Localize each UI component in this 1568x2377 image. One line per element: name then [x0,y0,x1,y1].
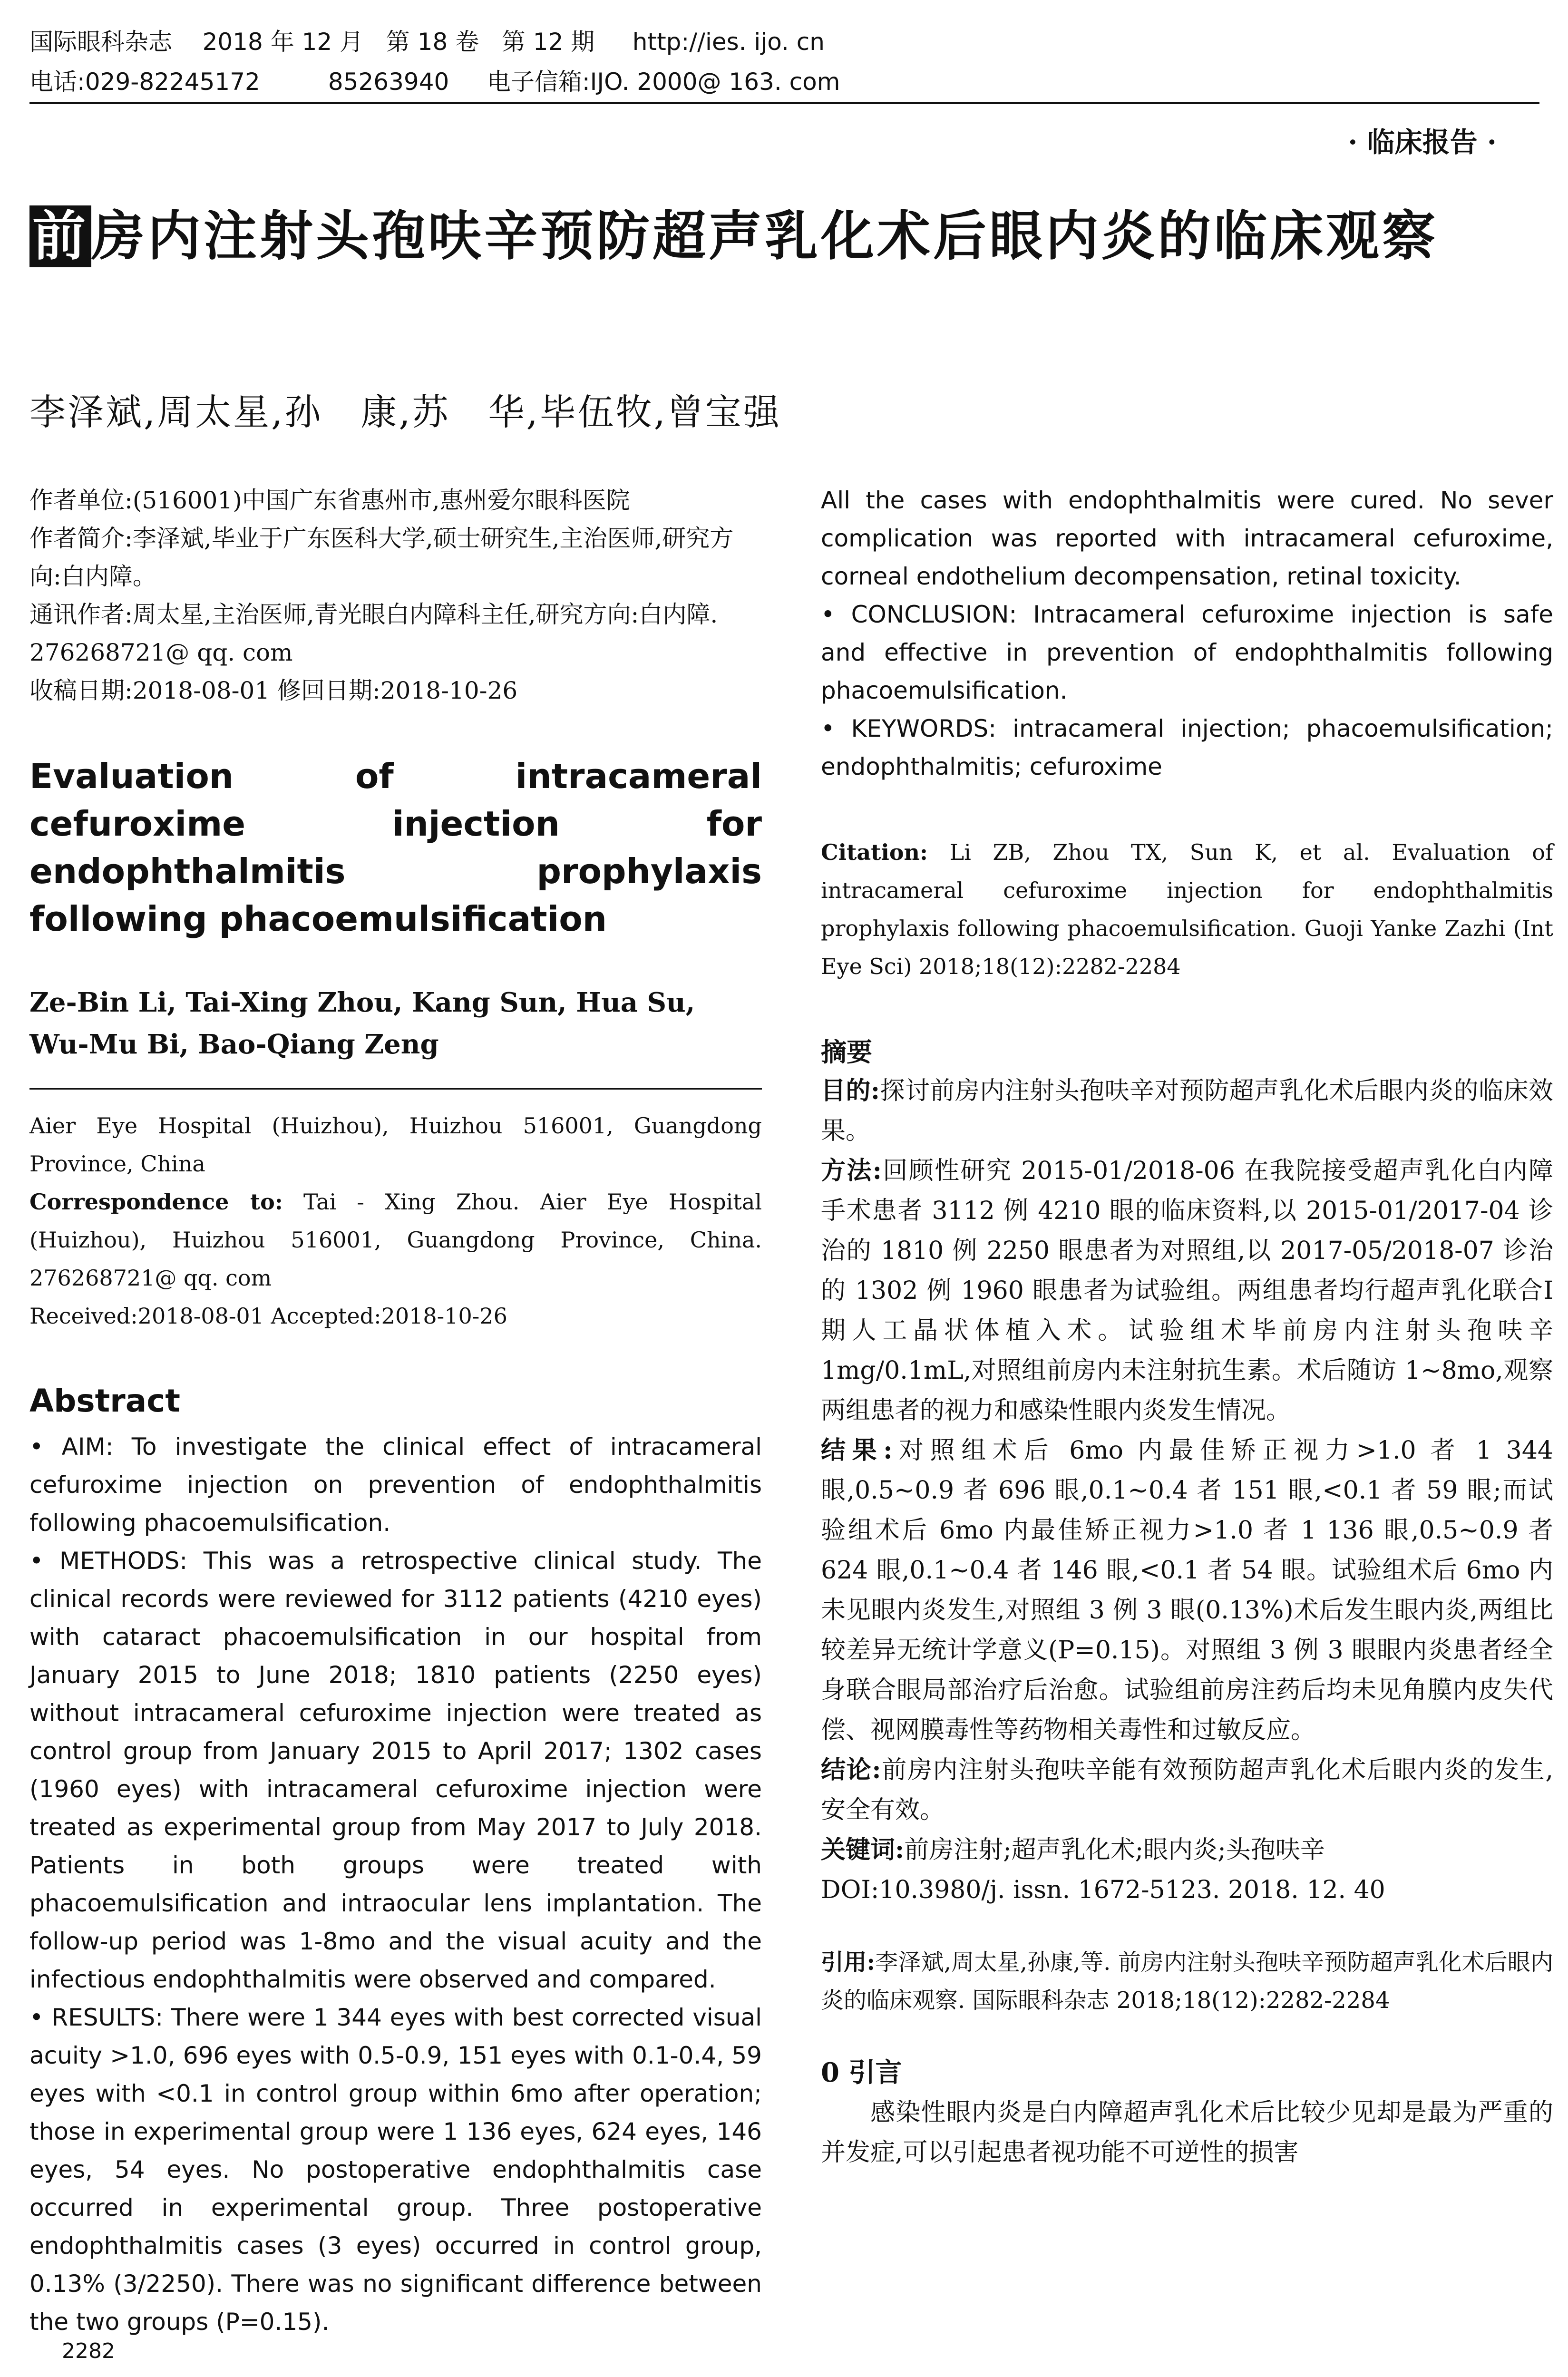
title-rest: 房内注射头孢呋辛预防超声乳化术后眼内炎的临床观察 [91,205,1438,267]
cn-keywords-text: 前房注射;超声乳化术;眼内炎;头孢呋辛 [904,1836,1325,1864]
cn-keywords-label: 关键词: [821,1835,905,1864]
abstract-results-continued: All the cases with endophthalmitis were cured. No sever complication was reported with intracameral cefuroxime, corneal endothelium decompensation, retinal toxicity. [821,487,1553,590]
cn-aim [821,1071,1553,1151]
cn-methods-label: 方法: [821,1156,882,1185]
received-dates-en: Received:2018-08-01 Accepted:2018-10-26 [29,1303,507,1329]
authors-cn: 李泽斌,周太星,孙 康,苏 华,毕伍牧,曾宝强 [29,391,781,433]
title-highlighted-char: 前 [29,205,91,267]
affiliation-hospital: Aier Eye Hospital (Huizhou), Huizhou 516001, Guangdong Province, China [29,1113,762,1177]
abstract-conclusion: • CONCLUSION: Intracameral cefuroxime injection is safe and effective in prevention of endophthalmitis following phacoemulsification. [821,601,1553,704]
cn-methods-text: 回顾性研究 2015-01/2018-06 在我院接受超声乳化白内障手术患者 3112 例 4210 眼的临床资料,以 2015-01/2017-04 诊治的 1810 例 2250 眼患者为对照组,以 2017-05/2018-07 诊治的 1302 例 1960 眼患者为试验组。两组患者均行超声乳化联合Ⅰ期人工晶状体植入术。试验组术毕前房内注射头孢呋辛 1mg/0.1mL,对照组前房内未注射抗生素。术后随访 1~8mo,观察两组患者的视力和感染性眼内炎发生情况。 [821,1157,1553,1425]
cn-abstract-body [821,1071,1553,1910]
citation-text: Li ZB, Zhou TX, Sun K, et al. Evaluation of intracameral cefuroxime injection for endophthalmitis prophylaxis following phacoemulsification. Guoji Yanke Zazhi (Int Eye Sci) 2018;18(12):2282-2284 [821,839,1553,979]
authors-en: Ze-Bin Li, Tai-Xing Zhou, Kang Sun, Hua Su, Wu-Mu Bi, Bao-Qiang Zeng [29,987,695,1060]
cn-results [821,1431,1553,1750]
citation-en [821,833,1553,985]
cn-conclusion-label: 结论: [821,1755,881,1784]
citation-cn-text: 李泽斌,周太星,孙康,等. 前房内注射头孢呋辛预防超声乳化术后眼内炎的临床观察. 国际眼科杂志 2018;18(12):2282-2284 [821,1949,1553,2014]
corresponding-author: 通讯作者:周太星,主治医师,青光眼白内障科主任,研究方向:白内障. 276268721@ qq. com [29,601,718,666]
abstract-heading: Abstract [29,1383,180,1419]
cn-methods [821,1151,1553,1431]
article-title-en: Evaluation of intracameral cefuroxime injection for endophthalmitis prophylaxis following phacoemulsification [29,756,762,939]
authors-divider [29,1088,762,1090]
header-divider [29,102,1539,104]
author-info-cn [29,481,762,710]
cn-keywords [821,1830,1553,1870]
doi: DOI:10.3980/j. issn. 1672-5123. 2018. 12. 40 [821,1876,1385,1904]
abstract-body [29,1428,762,2341]
author-bio: 作者简介:李泽斌,毕业于广东医科大学,硕士研究生,主治医师,研究方向:白内障。 [29,525,734,590]
intro-heading: 0 引言 [821,2057,902,2088]
cn-aim-text: 探讨前房内注射头孢呋辛对预防超声乳化术后眼内炎的临床效果。 [821,1077,1553,1145]
citation-cn [821,1943,1553,2019]
abstract-methods: • METHODS: This was a retrospective clinical study. The clinical records were reviewed for 3112 patients (4210 eyes) with cataract phacoemulsification in our hospital from January 2015 to June 2018; 1810 patients (2250 eyes) without intracameral cefuroxime injection were treated as control group from January 2015 to April 2017; 1302 cases (1960 eyes) with intracameral cefuroxime injection were treated as experimental group from May 2017 to July 2018. Patients in both groups were treated with phacoemulsification and intraocular lens implantation. The follow-up period was 1-8mo and the visual acuity and the infectious endophthalmitis were observed and compared. [29,1547,762,1993]
citation-cn-label: 引用: [821,1949,876,1976]
cn-aim-label: 目的: [821,1076,880,1105]
cn-abstract-heading: 摘要 [821,1037,872,1067]
journal-header-line2: 电话:029-82245172 85263940 电子信箱:IJO. 2000@ 163. com [29,68,840,96]
page-number: 2282 [62,2339,115,2363]
correspondence [29,1183,762,1297]
citation-label: Citation: [821,839,928,865]
correspondence-text: Tai - Xing Zhou. Aier Eye Hospital (Huizhou), Huizhou 516001, Guangdong Province, China. 276268721@ qq. com [29,1189,762,1291]
abstract-results: • RESULTS: There were 1 344 eyes with best corrected visual acuity >1.0, 696 eyes with 0.5-0.9, 151 eyes with 0.1-0.4, 59 eyes with <0.1 in control group within 6mo after operation; those in experimental group were 1 136 eyes, 624 eyes, 146 eyes, 54 eyes. No postoperative endophthalmitis case occurred in experimental group. Three postoperative endophthalmitis cases (3 eyes) occurred in control group, 0.13% (3/2250). There was no significant difference between the two groups (P=0.15). [29,2004,762,2336]
abstract-aim: • AIM: To investigate the clinical effect of intracameral cefuroxime injection on prevention of endophthalmitis following phacoemulsification. [29,1433,762,1537]
cn-results-text: 对照组术后 6mo 内最佳矫正视力>1.0 者 1 344 眼,0.5~0.9 者 696 眼,0.1~0.4 者 151 眼,<0.1 者 59 眼;而试验组术后 6mo 内最佳矫正视力>1.0 者 1 136 眼,0.5~0.9 者 624 眼,0.1~0.4 者 146 眼,<0.1 者 54 眼。试验组术后 6mo 内未见眼内炎发生,对照组 3 例 3 眼(0.13%)术后发生眼内炎,两组比较差异无统计学意义(P=0.15)。对照组 3 例 3 眼眼内炎患者经全身联合眼局部治疗后治愈。试验组前房注药后均未见角膜内皮失代偿、视网膜毒性等药物相关毒性和过敏反应。 [821,1436,1553,1744]
abstract-keywords: • KEYWORDS: intracameral injection; phacoemulsification; endophthalmitis; cefuroxime [821,715,1553,780]
cn-conclusion [821,1750,1553,1830]
article-title-cn [29,199,1537,274]
correspondence-label: Correspondence to: [29,1189,283,1215]
cn-conclusion-text: 前房内注射头孢呋辛能有效预防超声乳化术后眼内炎的发生,安全有效。 [821,1756,1553,1824]
received-dates-cn: 收稿日期:2018-08-01 修回日期:2018-10-26 [29,677,518,704]
cn-results-label: 结果: [821,1436,893,1465]
abstract-body-continued [821,481,1553,786]
intro-paragraph: 感染性眼内炎是白内障超声乳化术后比较少见却是最为严重的并发症,可以引起患者视功能不可逆性的损害 [821,2098,1553,2167]
affiliation-block [29,1107,762,1335]
left-column [29,481,762,2341]
section-label: · 临床报告 · [1348,126,1497,158]
author-unit: 作者单位:(516001)中国广东省惠州市,惠州爱尔眼科医院 [29,487,630,514]
journal-header-line1: 国际眼科杂志 2018 年 12 月 第 18 卷 第 12 期 http://ies. ijo. cn [29,28,825,56]
right-column [821,481,1553,2172]
